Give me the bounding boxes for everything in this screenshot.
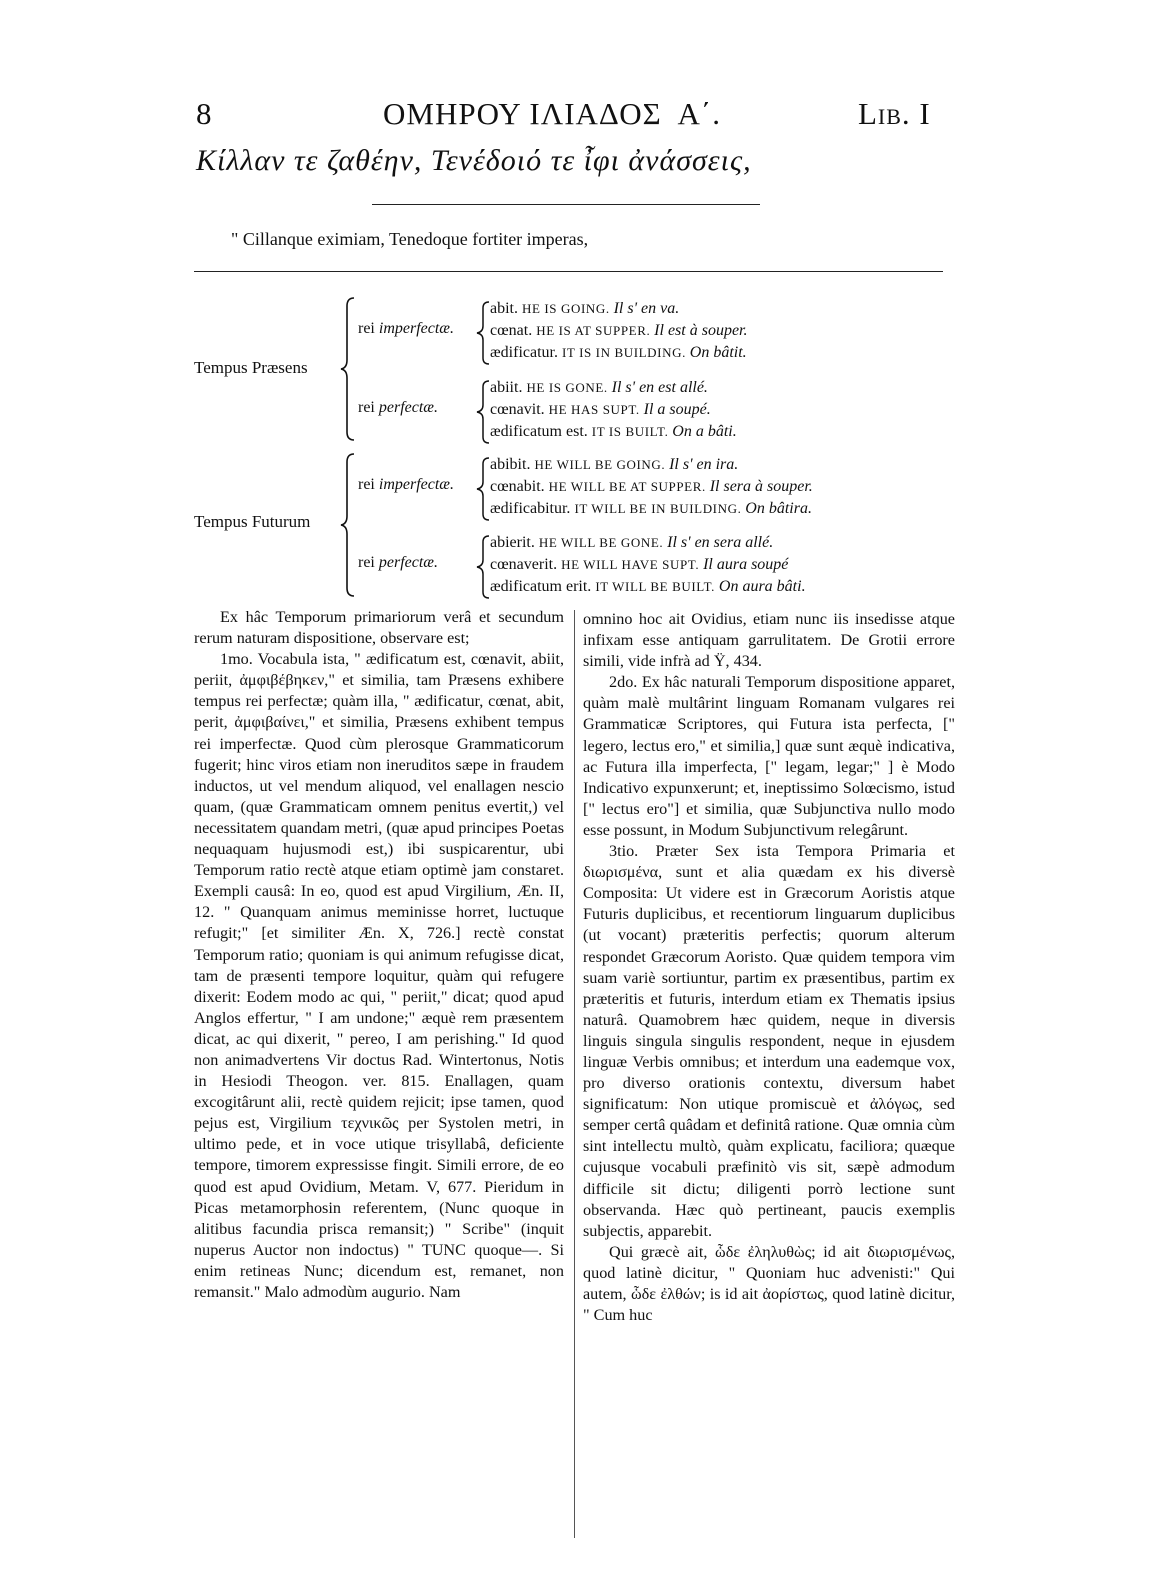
english-form: HE WILL BE AT SUPPER. xyxy=(548,479,710,494)
latin-form: cœnat. xyxy=(490,322,537,339)
latin-form: ædificatur. xyxy=(490,344,562,361)
latin-form: abiit. xyxy=(490,379,527,396)
long-rule xyxy=(194,271,943,272)
tense-line xyxy=(490,476,813,497)
latin-form: cœnabit. xyxy=(490,478,549,495)
french-form: Il est à souper. xyxy=(654,322,748,339)
paragraph: omnino hoc ait Ovidius, etiam nunc iis insedisse atque infixam esse antiquam garrulitatem. De Grotii errore simili, vide infrà ad Ϋ, 434. xyxy=(583,610,955,671)
latin-form: cœnavit. xyxy=(490,401,549,418)
tense-line xyxy=(490,377,708,398)
paragraph: 1mo. Vocabula ista, " ædificatum est, cœnavit, abiit, periit, ἀμφιβέβηκεν," et similia, tam Præsens exhibere tempus rei perfectæ; quàm illa, " ædificatur, cœnat, abit, perit, ἀμφιβαίνει," et similia, Præsens exhibent tempus rei imperfectæ. Quod cùm plerosque Grammaticorum fugerit; hinc viros etiam non ineruditos sæpe in fraudem inductos, ut vel mendum aliquod, vel enallagen nescio quam, (quæ Grammaticam omnem penitus evertit,) vel necessitatem quandam metri, (quæ apud principes Poetas nequaquam hujusmodi est,) ibi suspicarentur, ubi Temporum ratio rectè atque etiam optimè jam constaret. Exempli causâ: In eo, quod est apud Virgilium, Æn. II, 12. " Quanquam animus meminisse horret, luctuque refugit;" [et similiter Æn. X, 726.] rectè constat Temporum ratio; quoniam is qui animum refugisse dicat, tam de præsenti tempore loquitur, quàm qui refugere dixerit: Eodem modo ac qui, " periit," dicat; quod apud Anglos effertur, " I am undone;" æquè rem præsentem dicat, ac qui dixerit, " pereo, I am perishing." Id quod non animadvertens Vir doctus Rad. Wintertonus, Notis in Hesiodi Theogon. ver. 815. Enallagen, quam excogitârunt alii, rectè quidem rejicit; ipse tamen, quod pejus est, Virgilium τεχνικῶς per Systolen metri, in ultimo pede, et in voce utique trisyllabâ, deficiente tempore, timorem expressisse fingit. Simili errore, de eo quod est apud Ovidium, Metam. V, 677. Pieridum in Picas metamorphosin referentem, (Nunc quoque in alitibus facundia prisca remansit;) " Scribe" (inquit nuperus Auctor non indoctus) " TUNC quoque—. Si enim retineas Nunc; dicendum est, remanet, non remansit." Malo admodùm augurio. Nam xyxy=(194,650,564,1301)
french-form: On aura bâti. xyxy=(718,578,806,595)
english-form: HE IS GONE. xyxy=(526,380,612,395)
tense-line xyxy=(490,454,738,475)
tense-line xyxy=(490,320,748,341)
french-form: Il s' en va. xyxy=(613,300,680,317)
running-title: ΟΜΗΡΟΥ ΙΛΙΑΔΟΣ Α΄. xyxy=(383,96,721,131)
group-label: rei imperfectæ. xyxy=(358,320,454,337)
tense-line xyxy=(490,342,747,363)
french-form: On bâtira. xyxy=(745,500,812,517)
paragraph: Ex hâc Temporum primariorum verâ et secundum rerum naturam dispositione, observare est; xyxy=(194,608,564,648)
latin-form: abibit. xyxy=(490,456,535,473)
english-form: IT IS BUILT. xyxy=(591,424,673,439)
tense-line xyxy=(490,298,679,319)
tense-line xyxy=(490,498,812,519)
group-label: rei perfectæ. xyxy=(358,554,438,571)
page-number: 8 xyxy=(196,96,212,131)
group-label: rei imperfectæ. xyxy=(358,476,454,493)
tense-line xyxy=(490,399,711,420)
tense-line xyxy=(490,532,773,553)
french-form: Il s' en sera allé. xyxy=(667,534,774,551)
english-form: HE WILL BE GONE. xyxy=(538,535,668,550)
english-form: IT WILL BE BUILT. xyxy=(595,579,719,594)
right-column xyxy=(583,609,955,1326)
latin-form: ædificabitur. xyxy=(490,500,575,517)
column-divider xyxy=(574,610,575,1538)
paragraph: Qui græcè ait, ὧδε ἐληλυθὼς; id ait διωρισμένως, quod latinè dicitur, " Quoniam huc advenisti:" Qui autem, ὧδε ἐλθών; is id ait ἀορίστως, quod latinè dicitur, " Cum huc xyxy=(583,1242,955,1325)
latin-form: abit. xyxy=(490,300,522,317)
tense-line xyxy=(490,421,737,442)
french-form: On a bâti. xyxy=(672,423,737,440)
latin-form: ædificatum erit. xyxy=(490,578,596,595)
english-form: HE WILL BE GOING. xyxy=(534,457,670,472)
latin-verse: " Cillanque eximiam, Tenedoque fortiter imperas, xyxy=(231,229,589,249)
greek-verse: Κίλλαν τε ζαθέην, Τενέδοιό τε ἶφι ἀνάσσεις, xyxy=(196,144,752,177)
french-form: Il sera à souper. xyxy=(709,478,813,495)
paragraph: 3tio. Præter Sex ista Tempora Primaria et διωρισμένα, sunt et alia quædam ex his diversè Composita: Ut videre est in Græcorum Aoristis atque Futuris duplicibus, et recentiorum linguarum duplicibus (ut vocant) præteritis perfectis; quorum alterum respondet Græcorum Aoristo. Quæ quidem tempora vim suam variè sortiuntur, partim ex præsentibus, partim ex præteritis et futuris, interdum etiam ex Thematis ipsius naturâ. Quamobrem hæc quidem, neque in diversis linguis singula singulis respondent, neque in ejusdem linguæ Verbis omnibus; et interdum una eademque vox, pro diverso orationis contextu, diversum habet significatum: Non utique promiscuè et ἀλόγως, sed semper certâ quâdam et definitâ ratione. Quæ omnia cùm sint intellectu multò, quàm explicatu, faciliora; quæque cujusque vocabuli præfinitò vis sit, sæpè admodum difficile sit dictu; diligenti porrò lectione sunt observanda. Hæc quò pertineant, paucis exemplis subjectis, apparebit. xyxy=(583,842,955,1240)
label-tempus-praesens: Tempus Præsens xyxy=(194,358,308,377)
english-form: IT IS IN BUILDING. xyxy=(561,345,690,360)
latin-form: ædificatum est. xyxy=(490,423,592,440)
latin-form: abierit. xyxy=(490,534,539,551)
left-column xyxy=(194,607,564,1303)
french-form: Il s' en ira. xyxy=(669,456,739,473)
french-form: Il aura soupé xyxy=(703,556,789,573)
short-rule xyxy=(372,204,760,205)
tense-line xyxy=(490,554,788,575)
french-form: On bâtit. xyxy=(689,344,747,361)
tense-line xyxy=(490,576,806,597)
english-form: IT WILL BE IN BUILDING. xyxy=(574,501,746,516)
group-label: rei perfectæ. xyxy=(358,399,438,416)
english-form: HE HAS SUPT. xyxy=(548,402,644,417)
french-form: Il a soupé. xyxy=(643,401,711,418)
paragraph: 2do. Ex hâc naturali Temporum dispositione apparet, quàm malè multârint linguam Romanam vulgares rei Grammaticæ Scriptores, qui Futura ista perfecta, [" legero, lectus ero," et similia,] quæ sunt æquè indicativa, ac Futura illa imperfecta, [" legam, legar;" ] è Modo Indicativo expunxerunt; et, ineptissimo Solœcismo, istud [" lectus ero"] et similia, quæ Subjunctiva nullo modo esse possunt, in Modum Subjunctivum relegârunt. xyxy=(583,673,955,839)
book-label: Lib. I xyxy=(858,96,931,131)
english-form: HE IS AT SUPPER. xyxy=(536,323,655,338)
label-tempus-futurum: Tempus Futurum xyxy=(194,512,311,531)
english-form: HE IS GOING. xyxy=(522,301,614,316)
french-form: Il s' en est allé. xyxy=(611,379,708,396)
english-form: HE WILL HAVE SUPT. xyxy=(561,557,704,572)
latin-form: cœnaverit. xyxy=(490,556,562,573)
